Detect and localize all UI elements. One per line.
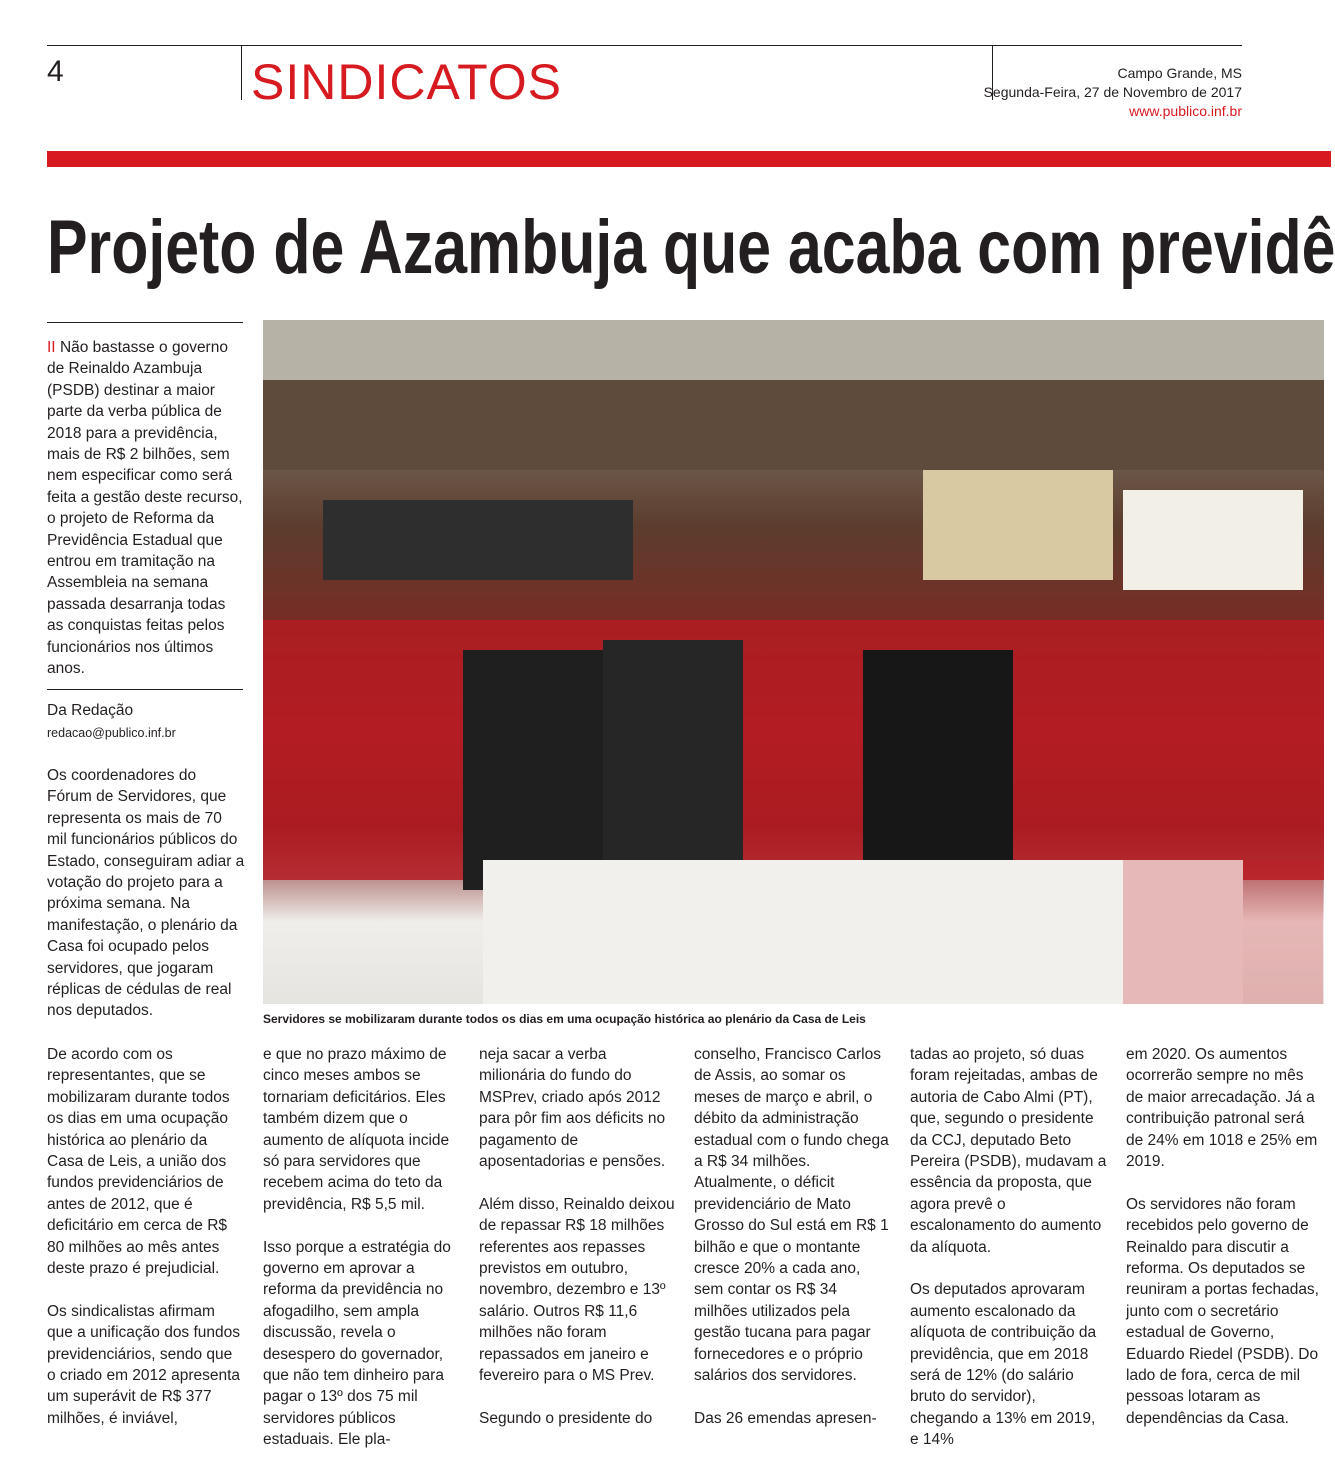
paragraph: Além disso, Reinaldo deixou de repassar R$ 18 milhões referentes aos repasses previstos em outubro, novembro, dezembro e 13º salário. Outros R$ 11,6 milhões não foram repassados em janeiro e fevereiro para o MS Prev. <box>479 1195 675 1385</box>
paragraph: Isso porque a estratégia do governo em aprovar a reforma da previdência no afogadilho, sem ampla discussão, revela o desespero do governador, que não tem dinheiro para pagar o 13º dos 75 mil servidores públicos estaduais. Ele pla- <box>263 1238 451 1449</box>
photo-caption: Servidores se mobilizaram durante todos os dias em uma ocupação histórica ao plenário da Casa de Leis <box>263 1012 866 1026</box>
lead-bottom-rule <box>47 689 243 690</box>
paragraph: Segundo o presidente do <box>479 1409 653 1427</box>
dateline-date: Segunda-Feira, 27 de Novembro de 2017 <box>983 84 1242 100</box>
author-email[interactable]: redacao@publico.inf.br <box>47 726 176 740</box>
dateline <box>984 64 1242 121</box>
page-number: 4 <box>47 55 64 88</box>
section-color-bar <box>47 151 1331 167</box>
article-column-3 <box>479 1044 675 1451</box>
article-column-5 <box>910 1044 1108 1472</box>
header-divider-left <box>241 45 242 100</box>
article-lead <box>47 337 243 680</box>
article-column-2 <box>263 1044 459 1472</box>
website-link[interactable]: www.publico.inf.br <box>1129 103 1242 119</box>
section-title: SINDICATOS <box>251 54 562 110</box>
paragraph: conselho, Francisco Carlos de Assis, ao somar os meses de março e abril, o débito da administração estadual com o fundo chega a R$ 34 milhões. Atualmente, o déficit previdenciário de Mato Grosso do Sul está em R$ 1 bilhão e que o montante cresce 20% a cada ano, sem contar os R$ 34 milhões utilizados pela gestão tucana para pagar fornecedores e o próprio salários dos servidores. <box>694 1046 889 1385</box>
paragraph: Das 26 emendas apresen- <box>694 1409 877 1427</box>
paragraph: neja sacar a verba milionária do fundo do MSPrev, criado após 2012 para pôr fim aos déficits no pagamento de aposentadorias e pensões. <box>479 1046 666 1171</box>
paragraph: Os servidores não foram recebidos pelo governo de Reinaldo para discutir a reforma. Os deputados se reuniram a portas fechadas, junto com o secretário estadual de Governo, Eduardo Riedel (PSDB). Do lado de fora, cerca de mil pessoas lotaram as dependências da Casa. <box>1126 1195 1319 1427</box>
sidebar-body <box>47 765 245 1043</box>
paragraph: Os coordenadores do Fórum de Servidores, que representa os mais de 70 mil funcionários públicos do Estado, conseguiram adiar a votação do projeto para a próxima semana. Na manifestação, o plenário da Casa foi ocupado pelos servidores, que jogaram réplicas de cédulas de real nos deputados. <box>47 767 245 1020</box>
dateline-city: Campo Grande, MS <box>1117 65 1242 81</box>
lead-top-rule <box>47 322 243 323</box>
paragraph: em 2020. Os aumentos ocorrerão sempre no mês de maior arrecadação. Já a contribuição patronal será de 24% em 1018 e 25% em 2019. <box>1126 1046 1318 1171</box>
article-headline: Projeto de Azambuja que acaba com previdê <box>47 205 1335 290</box>
article-photo <box>263 320 1324 1004</box>
photo-illustration <box>263 320 1324 1004</box>
lead-marker: II <box>47 339 56 356</box>
paragraph: e que no prazo máximo de cinco meses ambos se tornariam deficitários. Eles também dizem que o aumento de alíquota incide só para servidores que recebem acima do teto da previdência, R$ 5,5 mil. <box>263 1046 450 1213</box>
article-column-6 <box>1126 1044 1320 1451</box>
paragraph: Os deputados aprovaram aumento escalonado da alíquota de contribuição da previdência, que em 2018 será de 12% (do salário bruto do servidor), chegando a 13% em 2019, e 14% <box>910 1281 1097 1449</box>
lead-text: Não bastasse o governo de Reinaldo Azambuja (PSDB) destinar a maior parte da verba pública de 2018 para a previdência, mais de R$ 2 bilhões, sem nem especificar como será feita a gestão deste recurso, o projeto de Reforma da Previdência Estadual que entrou em tramitação na Assembleia na semana passada desarranja todas as conquistas feitas pelos funcionários nos últimos anos. <box>47 339 243 678</box>
paragraph: Os sindicalistas afirmam que a unificação dos fundos previdenciários, sendo que o criado em 2012 apresenta um superávit de R$ 377 milhões, é inviável, <box>47 1302 241 1427</box>
paragraph: De acordo com os representantes, que se mobilizaram durante todos os dias em uma ocupação histórica ao plenário da Casa de Leis, a união dos fundos previdenciários de antes de 2012, que é deficitário em cerca de R$ 80 milhões ao mês antes deste prazo é prejudicial. <box>47 1046 230 1278</box>
paragraph: tadas ao projeto, só duas foram rejeitadas, ambas de autoria de Cabo Almi (PT), que, segundo o presidente da CCJ, deputado Beto Pereira (PSDB), mudavam a essência da proposta, que agora prevê o escalonamento do aumento da alíquota. <box>910 1046 1107 1256</box>
article-column-4 <box>694 1044 890 1451</box>
article-column-1 <box>47 1044 245 1451</box>
header-top-rule <box>47 45 1242 46</box>
byline: Da Redação <box>47 702 134 719</box>
